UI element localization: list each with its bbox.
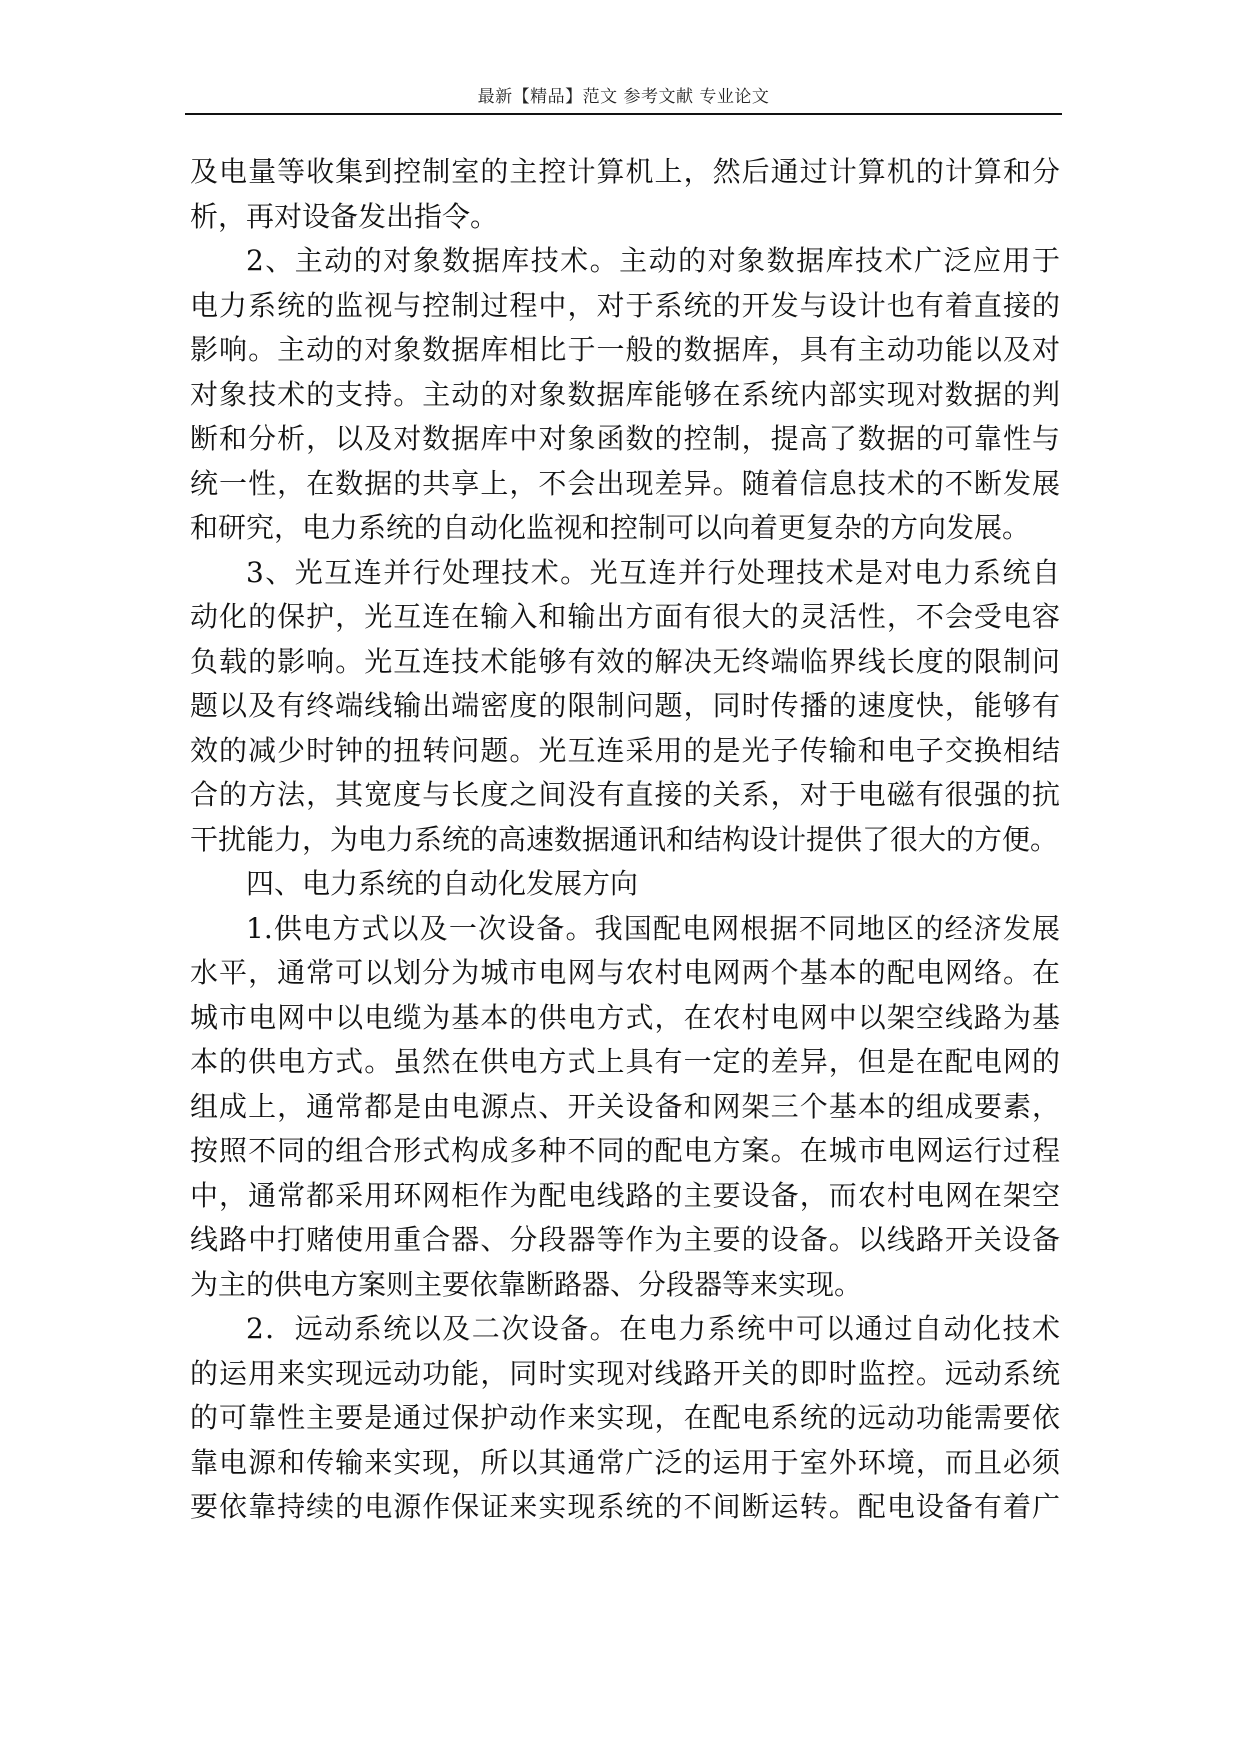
- text-line: 城市电网中以电缆为基本的供电方式，在农村电网中以架空线路为基: [190, 1000, 1060, 1034]
- header-divider: [185, 113, 1062, 115]
- text-line: 3、光互连并行处理技术。光互连并行处理技术是对电力系统自: [246, 555, 1060, 589]
- text-line: 靠电源和传输来实现，所以其通常广泛的运用于室外环境，而且必须: [190, 1445, 1060, 1479]
- text-line: 为主的供电方案则主要依靠断路器、分段器等来实现。: [190, 1267, 863, 1301]
- text-line: 电力系统的监视与控制过程中，对于系统的开发与设计也有着直接的: [190, 288, 1060, 322]
- text-line: 及电量等收集到控制室的主控计算机上，然后通过计算机的计算和分: [190, 155, 1060, 188]
- text-line: 统一性，在数据的共享上，不会出现差异。随着信息技术的不断发展: [190, 466, 1060, 500]
- text-line: 对象技术的支持。主动的对象数据库能够在系统内部实现对数据的判: [190, 377, 1060, 411]
- text-line: 效的减少时钟的扭转问题。光互连采用的是光子传输和电子交换相结: [190, 733, 1060, 767]
- document-body: [190, 150, 1060, 1530]
- text-line: 题以及有终端线输出端密度的限制问题，同时传播的速度快，能够有: [190, 689, 1060, 722]
- text-line: 的可靠性主要是通过保护动作来实现，在配电系统的远动功能需要依: [190, 1401, 1060, 1434]
- text-line: 负载的影响。光互连技术能够有效的解决无终端临界线长度的限制问: [190, 644, 1060, 678]
- text-line: 的运用来实现远动功能，同时实现对线路开关的即时监控。远动系统: [190, 1356, 1060, 1390]
- text-line: 2．远动系统以及二次设备。在电力系统中可以通过自动化技术: [246, 1312, 1060, 1345]
- text-line: 要依靠持续的电源作保证来实现系统的不间断运转。配电设备有着广: [190, 1490, 1060, 1523]
- text-line: 影响。主动的对象数据库相比于一般的数据库，具有主动功能以及对: [190, 333, 1060, 366]
- text-line: 中，通常都采用环网柜作为配电线路的主要设备，而农村电网在架空: [190, 1178, 1060, 1212]
- text-line: 水平，通常可以划分为城市电网与农村电网两个基本的配电网络。在: [190, 956, 1060, 989]
- text-line: 和研究，电力系统的自动化监视和控制可以向着更复杂的方向发展。: [190, 511, 1031, 544]
- text-line: 析，再对设备发出指令。: [190, 199, 499, 233]
- text-line: 按照不同的组合形式构成多种不同的配电方案。在城市电网运行过程: [190, 1134, 1060, 1167]
- text-line: 断和分析，以及对数据库中对象函数的控制，提高了数据的可靠性与: [190, 422, 1060, 455]
- text-line: 2、主动的对象数据库技术。主动的对象数据库技术广泛应用于: [246, 244, 1060, 277]
- text-line: 组成上，通常都是由电源点、开关设备和网架三个基本的组成要素，: [190, 1089, 1060, 1123]
- text-line: 干扰能力，为电力系统的高速数据通讯和结构设计提供了很大的方便。: [190, 822, 1059, 856]
- text-line: 动化的保护，光互连在输入和输出方面有很大的灵活性，不会受电容: [190, 600, 1060, 633]
- text-line: 线路中打赌使用重合器、分段器等作为主要的设备。以线路开关设备: [190, 1223, 1060, 1256]
- text-line: 1.供电方式以及一次设备。我国配电网根据不同地区的经济发展: [246, 911, 1060, 945]
- text-line: 本的供电方式。虽然在供电方式上具有一定的差异，但是在配电网的: [190, 1045, 1060, 1078]
- page-header: 最新【精品】范文 参考文献 专业论文: [477, 87, 770, 107]
- text-line: 合的方法，其宽度与长度之间没有直接的关系，对于电磁有很强的抗: [190, 778, 1060, 811]
- text-line: 四、电力系统的自动化发展方向: [246, 867, 639, 900]
